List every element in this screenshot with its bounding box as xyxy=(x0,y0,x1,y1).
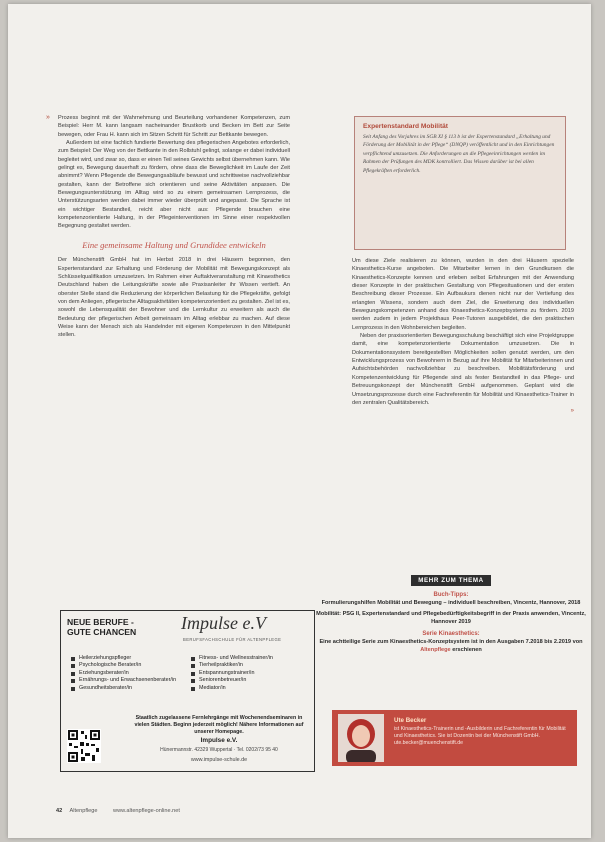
series-text-main: Eine achtteilige Serie zum Kinaesthetics-Konzeptsystem ist in den Ausgaben 7.2018 bis 2.2019 von xyxy=(319,639,583,645)
series-label: Serie Kinaesthetics: xyxy=(422,631,480,637)
left-article-column xyxy=(46,114,290,340)
book-tips-label: Buch-Tipps: xyxy=(433,592,469,598)
impulse-advertisement xyxy=(60,610,315,772)
book-tip-1: Formulierungshilfen Mobilität und Bewegung – individuell beschreiben, Vincentz, Hannover, 2018 xyxy=(321,600,581,606)
ad-course-item: Ernährungs- und Erwachsenenberater/in xyxy=(71,677,186,684)
author-photo xyxy=(338,714,384,762)
more-on-topic-section xyxy=(316,569,586,654)
footer-magazine: Altenpflege xyxy=(69,808,98,814)
left-paragraph-1: Prozess beginnt mit der Wahrnehmung und Beurteilung vorhandener Kompetenzen, zum Beispiel: Herr M. kann langsam nacheinander Brustkorb und Becken im Bett zur Seite bewegen, oder Frau H. kann sich im Sitzen Schritt für Schritt zur Bettkante bewegen. xyxy=(58,115,290,138)
series-text xyxy=(316,638,586,654)
page-number: 42 xyxy=(56,808,63,814)
footer-url[interactable]: www.altenpflege-online.net xyxy=(113,808,180,814)
ad-course-item: Psychologische Berater/in xyxy=(71,662,186,669)
author-bio: ist Kinaesthetics-Trainerin und -Ausbilderin und Fachreferentin für Mobilität und Kinaesthetics. Sie ist Dozentin bei der Münchenstift GmbH. ute.becker@muenchenstift.de xyxy=(394,726,566,747)
article-end-mark: » xyxy=(570,408,574,415)
ad-address: Hünermannstr. 42329 Wuppertal · Tel. 0202/73 95 40 xyxy=(160,747,278,753)
ad-course-item: Fitness- und Wellnesstrainer/in xyxy=(191,655,306,662)
qr-code-icon[interactable] xyxy=(67,729,101,763)
page-footer xyxy=(56,808,180,814)
ad-course-item: Heilerziehungspfleger xyxy=(71,655,186,662)
impulse-logo: Impulse e.V xyxy=(181,613,266,633)
ad-title-line-1: NEUE BERUFE - xyxy=(67,617,134,627)
right-paragraph-1: Um diese Ziele realisieren zu können, wurden in den drei Häusern spezielle Kinaesthetics-Kurse angeboten. Die Mitarbeiter lernen in den Grundkursen die Kinaesthetics-Konzepte kennen und erleben selbst Erfahrungen mit der Anwendung dieser Konzepte in der praktischen Gestaltung von Pflegesituationen und der ersten Beschreibung dieser Prozesse. Ein Aufbaukurs dienen nicht nur der Vertiefung des erlangten Wissens, sondern auch dem Ziel, die Erweiterung des individuellen Bewegungskompetenzen anhand des Kinaesthetics-Konzeptsystems zu fördern. 2019 werden zudem in jedem Projekthaus Peer-Tutoren ausgebildet, die den praktischen Lernprozess in den Wohnbereichen begleiten. xyxy=(352,258,574,331)
right-article-column xyxy=(352,257,574,416)
ad-course-item: Erziehungsberater/in xyxy=(71,670,186,677)
ad-course-item: Seniorenbetreuer/in xyxy=(191,677,306,684)
ad-title-line-2: GUTE CHANCEN xyxy=(67,627,137,637)
ad-note: Staatlich zugelassene Fernlehrgänge mit Wochenendseminaren in vielen Städten. Beginn jederzeit möglich! Nähere Informationen auf unserer Homepage. xyxy=(134,715,304,735)
continuation-mark: » xyxy=(46,114,50,121)
ad-course-list-left xyxy=(71,655,186,692)
ad-course-item: Mediator/in xyxy=(191,685,306,692)
ad-website-link[interactable]: www.impulse-schule.de xyxy=(190,757,248,763)
author-name: Ute Becker xyxy=(394,717,427,724)
magazine-page xyxy=(8,4,591,838)
series-magazine: Altenpflege xyxy=(420,647,451,653)
more-heading: MEHR ZUM THEMA xyxy=(411,575,490,586)
ad-organization: Impulse e.V. xyxy=(200,737,238,744)
author-box xyxy=(332,710,577,766)
impulse-logo-subtitle: BERUFSFACHSCHULE FÜR ALTENPFLEGE xyxy=(183,637,282,642)
left-paragraph-2: Außerdem ist eine fachlich fundierte Bewertung des pflegerischen Angebotes erforderlich, zum Beispiel: Der Weg von der Bettkante in den Rollstuhl gelingt, solange er dabei individuell begleitet wird, und zwar so, dass er einen Teil seines Gewichts selbst übernehmen kann. Wie gelingt es, Bewegung dauerhaft zu fördern, ohne dass die Beweglichkeit im Laufe der Zeit abnimmt? Wenn Pflegende die Bewegungsabläufe bewusst und schrittweise nachvollziehbar gestalten, kann der Betroffene sich orientieren und seine Aktivitäten anpassen. Die Bewegungsunterstützung im Alltag wird so zu einem gemeinsamen Lernprozess, die Unterstützungsarten werden dabei immer wieder überprüft und angepasst. Die Sprache ist ein wichtiger Bestandteil, reicht aber nicht aus: Pflegende brauchen eine kompetenzorientierte Haltung, in der Pflegeinterventionen im Sinne einer respektvollen Begegnung gestaltet werden. xyxy=(58,140,290,230)
series-text-end: erschienen xyxy=(452,647,482,653)
expertenstandard-box xyxy=(354,116,566,250)
ad-course-item: Entspannungstrainer/in xyxy=(191,670,306,677)
right-paragraph-2: Neben der praxisorientierten Bewegungsschulung beschäftigt sich eine Projektgruppe damit, eine kompetenzorientierte Dokumentation umzusetzen. Die in Dokumentationssystem bereitgestellten Möglichkeiten sollen genutzt werden, um den Entwicklungsprozess von Bewohnern in Bezug auf ihre Mobilität für Mitarbeiterinnen und Aufsichtsbehörden nachvollziehbar zu beschreiben. Mobilitätsförderung und Kompetenzentwicklung für Pflegende sind als fester Bestandteil in das Pflege- und Betreuungskonzept der Münchenstift GmbH aufgenommen. Geplant wird die Umsetzungsprozesse durch eine Fachreferentin für Mobilität und Kinaesthetics-Trainer in den zentralen Qualitätsbereich. xyxy=(352,333,574,406)
left-paragraph-3: Der Münchenstift GmbH hat im Herbst 2018 in drei Häusern begonnen, den Expertenstandard zur Erhaltung und Förderung der Mobilität mit Bewegungskonzept als Schlüsselqualifikation umzusetzen. Im Rahmen einer Auftaktveranstaltung mit Kinaesthetics Deutschland haben die Leitungskräfte sowie alle Praxisanleiter ihr Wissen vertieft. An oberster Stelle stand die Reduzierung der körperlichen Belastung für die Pflegekräfte, gefolgt von dem Anliegen, pflegerische Alltagsaktivitäten kompetenzorientiert zu gestalten. Ziel ist es, sowohl die Lebensqualität der Bewohner und die Lernkultur zu erweitern als auch die Bedeutung der pflegerischen Arbeit gemeinsam im Alltag erlebbar zu machen. Auf diese Weise kann der Mensch sich als Handelnder mit eigenen Kompetenzen in den Mittelpunkt stellen. xyxy=(58,257,290,339)
ad-course-list-right xyxy=(191,655,306,692)
ad-course-item: Gesundheitsberater/in xyxy=(71,685,186,692)
book-tip-2: Mobilität: PSG II, Expertenstandard und Pflegebedürftigkeitsbegriff in der Praxis anwenden, Vincentz, Hannover 2019 xyxy=(316,611,586,625)
left-subheading: Eine gemeinsame Haltung und Grundidee entwickeln xyxy=(82,239,266,250)
box-title: Expertenstandard Mobilität xyxy=(363,123,448,130)
ad-course-item: Tierheilpraktiker/in xyxy=(191,662,306,669)
ad-title xyxy=(67,617,136,637)
box-text: Seit Anfang des Vorjahres im SGB XI § 113 b ist der Expertenstandard „Erhaltung und Förderung der Mobilität in der Pflege“ (DNQP) veröffentlicht und in den Einrichtungen verpflichtend umzusetzen. Die Anforderungen an die Pflegeeinrichtungen werden im Rahmen der Prüfungen des MDK kontrolliert. Das Wissen darüber ist bei allen Pflegekräften erforderlich. xyxy=(363,134,555,174)
